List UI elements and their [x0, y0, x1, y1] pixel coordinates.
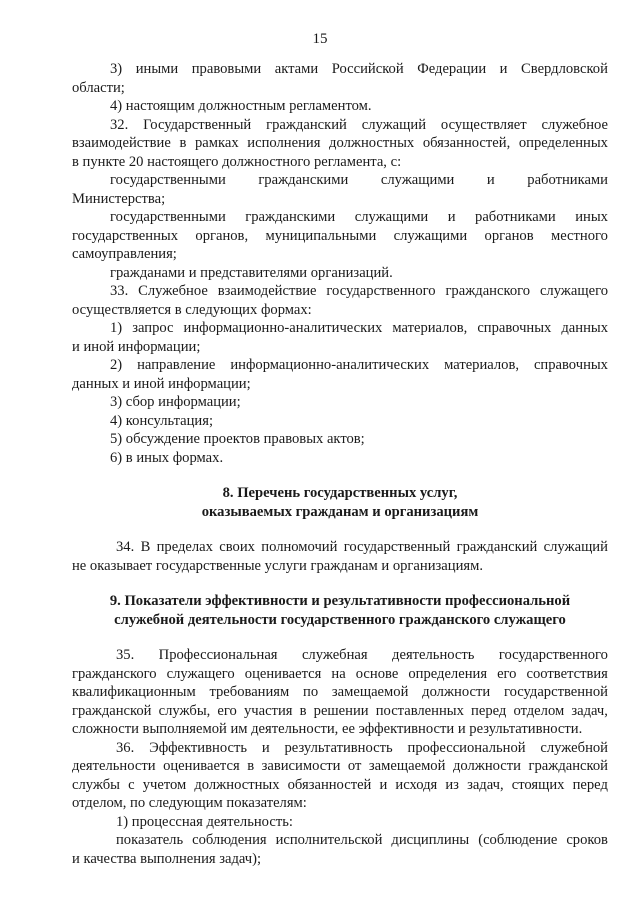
text-line: 1) запрос информационно-аналитических материалов, справочных данных: [110, 320, 608, 336]
text-line: 3) сбор информации;: [110, 394, 241, 410]
text-line: государственными гражданскими служащими и работниками иных: [110, 209, 608, 225]
section-gap: [72, 575, 608, 592]
text-line: осуществляется в следующих формах:: [72, 301, 312, 318]
text-line: отделом, по следующим показателям:: [72, 795, 307, 811]
text-line: 5) обсуждение проектов правовых актов;: [110, 431, 365, 447]
text-line: квалификационным требованиям по замещаемой должности государственной: [72, 684, 608, 700]
text-line: государственных органов, муниципальными служащими органов местного: [72, 227, 608, 244]
page-number: 15: [312, 31, 328, 47]
text-line: государственными гражданскими служащими и работниками: [110, 172, 608, 188]
section-gap: [72, 521, 608, 538]
text-line: 33. Служебное взаимодействие государственного гражданского служащего: [110, 283, 608, 299]
text-line: 2) направление информационно-аналитических материалов, справочных: [110, 357, 608, 373]
text-line: 36. Эффективность и результативность профессиональной служебной: [116, 739, 608, 756]
text-line: 6) в иных формах.: [110, 449, 224, 466]
text-line: 32. Государственный гражданский служащий осуществляет служебное: [110, 116, 608, 133]
text-line: службы с учетом должностных обязанностей и исходя из задач, стоящих перед: [72, 776, 608, 793]
text-line: гражданской службы, его участия в решении поставленных перед отделом задач,: [72, 702, 608, 719]
text-line: сложности выполняемой им деятельности, ее эффективности и результативности.: [72, 721, 583, 737]
document-body: [72, 60, 608, 868]
text-line: не оказывает государственные услуги гражданам и организациям.: [72, 557, 483, 574]
text-line: гражданами и представителями организаций.: [110, 264, 393, 281]
text-line: взаимодействие в рамках исполнения должностных обязанностей, определенных: [72, 135, 608, 151]
section-gap: [72, 629, 608, 646]
section-heading-line: служебной деятельности государственного гражданского служащего: [114, 611, 566, 628]
text-line: области;: [72, 79, 125, 96]
text-line: показатель соблюдения исполнительской дисциплины (соблюдение сроков: [116, 832, 608, 848]
text-line: деятельности оценивается в зависимости от замещаемой должности гражданской: [72, 758, 608, 774]
text-line: данных и иной информации;: [72, 375, 251, 392]
section-heading-line: 8. Перечень государственных услуг,: [222, 485, 458, 501]
text-line: гражданского служащего оценивается на основе определения его соответствия: [72, 665, 608, 682]
text-line: 34. В пределах своих полномочий государственный гражданский служащий: [116, 539, 608, 555]
text-line: и иной информации;: [72, 338, 201, 355]
text-line: 4) консультация;: [110, 412, 214, 429]
text-line: в пункте 20 настоящего должностного регламента, с:: [72, 153, 402, 170]
text-line: 3) иными правовыми актами Российской Федерации и Свердловской: [110, 61, 608, 77]
text-line: Министерства;: [72, 190, 166, 207]
text-line: 4) настоящим должностным регламентом.: [110, 98, 372, 114]
text-line: 1) процессная деятельность:: [116, 813, 293, 830]
text-line: 35. Профессиональная служебная деятельность государственного: [116, 647, 608, 663]
section-gap: [72, 467, 608, 484]
section-heading-line: 9. Показатели эффективности и результативности профессиональной: [109, 593, 571, 609]
text-line: и качества выполнения задач);: [72, 850, 262, 867]
text-line: самоуправления;: [72, 246, 177, 262]
section-heading-line: оказываемых гражданам и организациям: [201, 503, 479, 520]
